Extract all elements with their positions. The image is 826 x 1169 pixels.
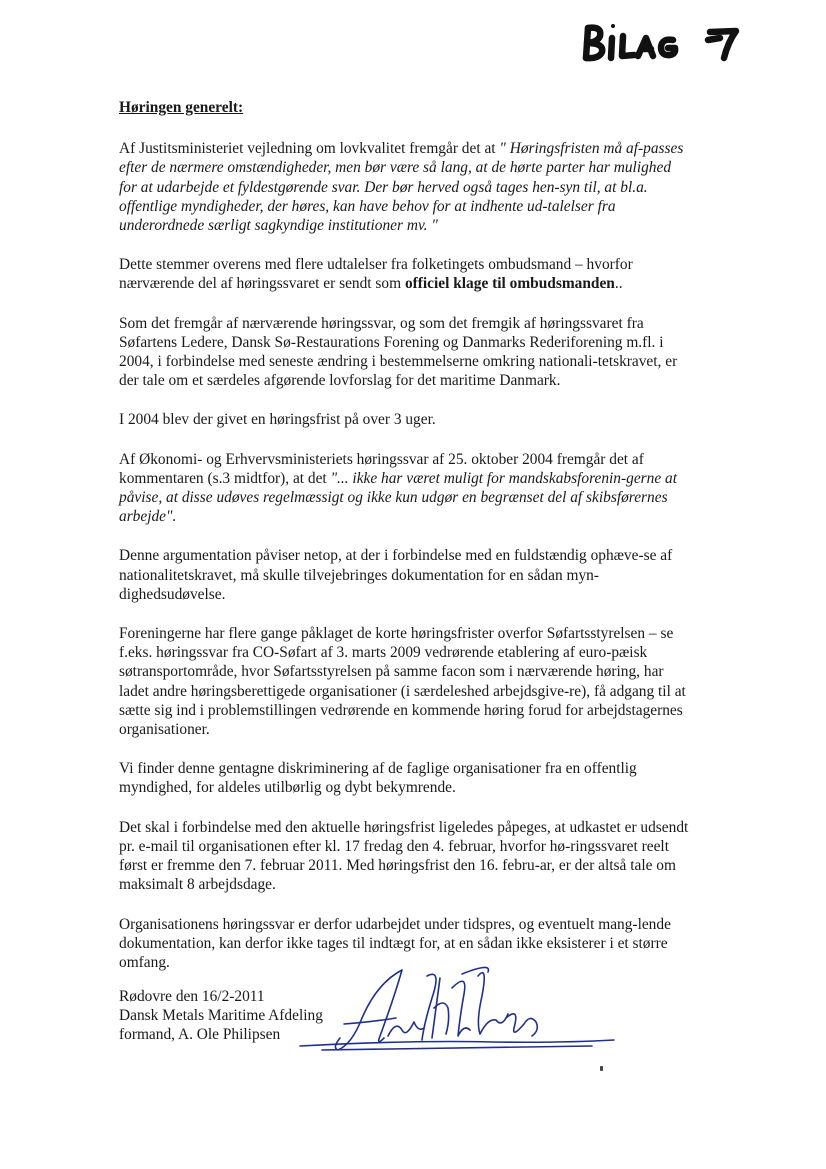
signatory-name: formand, A. Ole Philipsen — [119, 1026, 281, 1044]
handwritten-signature — [292, 958, 622, 1076]
organisation-name: Dansk Metals Maritime Afdeling — [119, 1007, 323, 1025]
paragraph-text: .. — [614, 275, 623, 293]
paragraph-text: Af Økonomi- og Erhvervsministeriets høringssvar af 25. oktober 2004 fremgår det af kommentaren (s.3 midtfor), at det — [119, 450, 644, 487]
paragraph-argumentation: Denne argumentation påviser netop, at der i forbindelse med en fuldstændig ophæve-se af nationalitetskravet, må skulle tilvejebringes dokumentation for en sådan myn-dighedsudøvelse. — [119, 547, 673, 603]
paragraph-text: Af Justitsministeriet vejledning om lovkvalitet fremgår det at — [119, 140, 500, 158]
place-date: Rødovre den 16/2-2011 — [119, 988, 265, 1005]
paragraph-ombudsmand — [119, 255, 691, 293]
letter-body — [119, 98, 691, 992]
paragraph-foreningerne: Foreningerne har flere gange påklaget de korte høringsfrister overfor Søfartsstyrelsen – se f.eks. høringssvar fra CO-Søfart af 3. marts 2009 vedrørende etablering af euro-pæisk søtransportområde, hvor Søfartsstyrelsen på samme facon som i nærværende høring, har ladet andre høringsberettigede organisationer (i særdeleshed arbejdsgive-re), få adgang til at sætte sig ind i problemstillingen vedrørende en kommende høring forud for arbejdstagernes organisationer. — [119, 625, 686, 739]
bold-emphasis: officiel klage til ombudsmanden — [404, 275, 615, 293]
ink-speck — [600, 1066, 603, 1071]
section-heading: Høringen generelt: — [119, 99, 244, 116]
quotation: "... ikke har været muligt for mandskabsforenin-gerne at påvise, at disse udøves regelmæssigt og ikke kun udgør en begrænset del af skibsførernes arbejde". — [119, 469, 677, 526]
paragraph-lovkvalitet — [119, 139, 691, 235]
paragraph-hoeringsfrist-aktuel: Det skal i forbindelse med den aktuelle høringsfrist ligeledes påpeges, at udkastet er udsendt pr. e-mail til organisationen efter kl. 17 fredag den 4. februar, hvorfor hø-ringssvaret reelt først er fremme den 7. februar 2011. Med høringsfrist den 16. febru-ar, er der altså tale om maksimalt 8 arbejdsdage. — [119, 818, 689, 894]
handwritten-stamp — [578, 14, 748, 64]
paragraph-oekonomiministeriet — [119, 450, 691, 527]
paragraph-tidspres: Organisationens høringssvar er derfor udarbejdet under tidspres, og eventuelt mang-lende dokumentation, kan derfor ikke tages til indtægt for, at en sådan ikke eksisterer i et større omfang. — [119, 915, 671, 971]
paragraph-text: Dette stemmer overens med flere udtalelser fra folketingets ombudsmand – hvorfor nærværende del af høringssvaret er sendt som — [119, 256, 633, 293]
paragraph-hoeringssvar: Som det fremgår af nærværende høringssvar, og som det fremgik af høringssvaret fra Søfartens Ledere, Dansk Sø-Restaurations Forening og Danmarks Rederiforening m.fl. i 2004, i forbindelse med seneste ændring i bestemmelserne omkring nationali-tetskravet, er der tale om et særdeles afgørende lovforslag for det maritime Danmark. — [119, 314, 678, 390]
paragraph-hoeringsfrist-2004: I 2004 blev der givet en høringsfrist på over 3 uger. — [119, 411, 436, 429]
quotation: " Høringsfristen må af-passes efter de nærmere omstændigheder, men bør være så lang, at de hørte parter har mulighed for at udarbejde et fyldestgørende svar. Der bør herved også tages hen-syn til, at bl.a. offentlige myndigheder, der høres, kan have behov for at indhente ud-talelser fra underordnede særligt sagkyndige institutioner mv. " — [119, 140, 684, 235]
paragraph-diskriminering: Vi finder denne gentagne diskriminering af de faglige organisationer fra en offentlig myndighed, for aldeles utilbørlig og dybt bekymrende. — [119, 760, 637, 797]
